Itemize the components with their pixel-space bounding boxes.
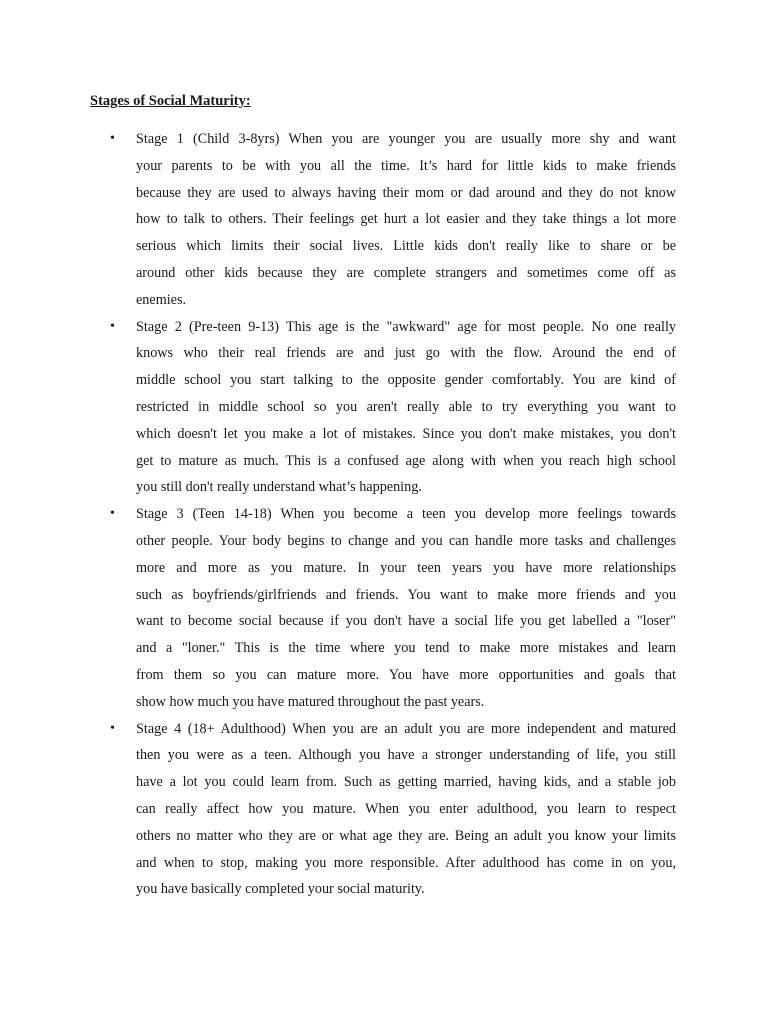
text-line: such as boyfriends/girlfriends and friends. You want to make more friends and you <box>136 586 676 603</box>
text-line: because they are used to always having their mom or dad around and they do not know <box>136 184 676 201</box>
text-line: knows who their real friends are and just go with the flow. Around the end of <box>136 345 676 362</box>
bullet-icon: • <box>110 131 115 146</box>
text-line: Stage 1 (Child 3-8yrs) When you are younger you are usually more shy and want <box>136 131 676 147</box>
text-line: enemies. <box>136 291 187 308</box>
text-line: others no matter who they are or what age they are. Being an adult you know your limits <box>136 827 676 844</box>
bullet-icon: • <box>110 720 115 736</box>
text-line: Stage 3 (Teen 14-18) When you become a teen you develop more feelings towards <box>136 506 676 523</box>
text-line: have a lot you could learn from. Such as getting married, having kids, and a stable job <box>136 774 676 791</box>
text-line: how to talk to others. Their feelings get hurt a lot easier and they take things a lot more <box>136 211 676 228</box>
text-line: you still don't really understand what’s happening. <box>136 479 422 496</box>
stage-2-text <box>136 314 676 502</box>
text-line: then you were as a teen. Although you have a stronger understanding of life, you still <box>136 747 676 764</box>
text-line: show how much you have matured throughout the past years. <box>136 693 485 710</box>
text-line: want to become social because if you don't have a social life you get labelled a "loser" <box>136 613 676 630</box>
text-line: can really affect how you mature. When you enter adulthood, you learn to respect <box>136 800 676 817</box>
bullet-icon: • <box>110 318 115 334</box>
stages-list <box>0 126 768 903</box>
text-line: and when to stop, making you more responsible. After adulthood has come in on you, <box>136 854 676 871</box>
stage-1-text <box>136 126 676 314</box>
text-line: other people. Your body begins to change and you can handle more tasks and challenges <box>136 532 676 549</box>
text-line: from them so you can mature more. You have more opportunities and goals that <box>136 666 676 683</box>
text-line: more and more as you mature. In your teen years you have more relationships <box>136 559 676 576</box>
document-title: Stages of Social Maturity: <box>90 93 251 109</box>
stage-item-1 <box>0 126 676 314</box>
text-line: serious which limits their social lives. Little kids don't really like to share or be <box>136 238 676 255</box>
text-line: Stage 4 (18+ Adulthood) When you are an adult you are more independent and matured <box>136 720 676 737</box>
text-line: which doesn't let you make a lot of mistakes. Since you don't make mistakes, you don't <box>136 425 676 442</box>
text-line: and a "loner." This is the time where you tend to make more mistakes and learn <box>136 640 676 657</box>
text-line: Stage 2 (Pre-teen 9-13) This age is the "awkward" age for most people. No one really <box>136 318 676 335</box>
stage-item-3 <box>0 501 676 715</box>
bullet-icon: • <box>110 506 115 522</box>
text-line: get to mature as much. This is a confused age along with when you reach high school <box>136 452 676 469</box>
text-line: restricted in middle school so you aren't really able to try everything you want to <box>136 398 676 415</box>
text-line: middle school you start talking to the opposite gender comfortably. You are kind of <box>136 372 676 389</box>
text-line: around other kids because they are complete strangers and sometimes come off as <box>136 264 676 281</box>
stage-item-4 <box>0 716 676 904</box>
text-line: your parents to be with you all the time. It’s hard for little kids to make friends <box>136 157 676 174</box>
stage-3-text <box>136 501 676 715</box>
text-line: you have basically completed your social maturity. <box>136 881 425 898</box>
stage-4-text <box>136 716 676 904</box>
stage-item-2 <box>0 314 676 502</box>
